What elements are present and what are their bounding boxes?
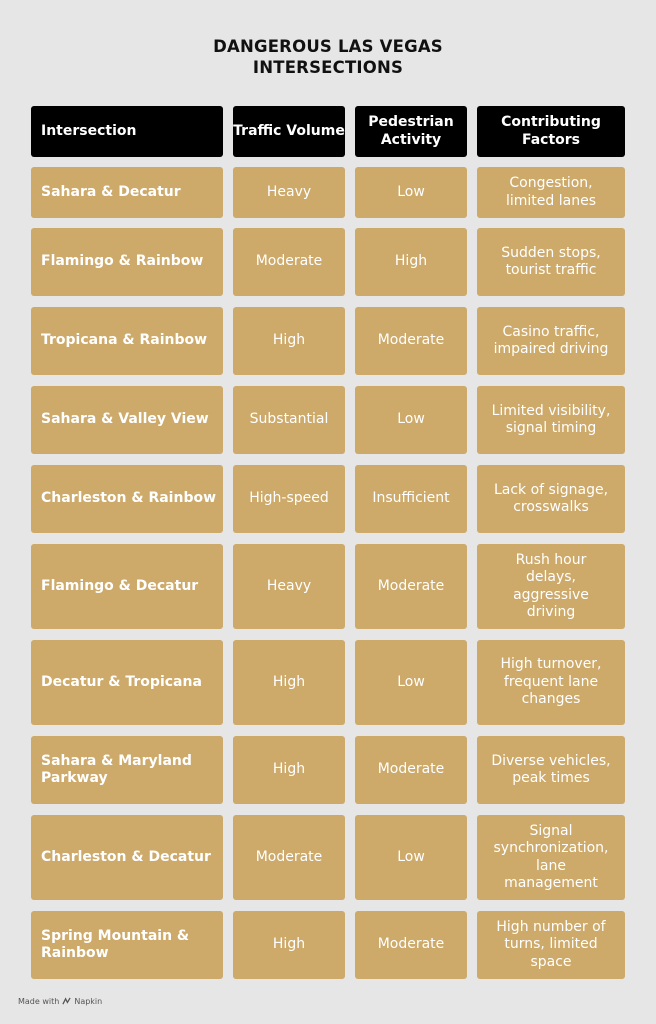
table-cell-r9-c1-text: High [272, 936, 306, 953]
table-cell-r6-c3-text: High turnover, frequent lane changes [500, 656, 602, 708]
table-cell-r5-c1-text: Heavy [266, 577, 312, 594]
table-cell-r4-c2 [355, 465, 467, 533]
table-cell-r5-c2-text: Moderate [377, 577, 445, 594]
title-line-2: INTERSECTIONS [252, 58, 404, 77]
table-cell-r2-c3-text: Casino traffic, impaired driving [493, 323, 609, 357]
table-cell-r7-c1-text: High [272, 761, 306, 778]
header-cell-1-text: Traffic Volume [233, 122, 345, 139]
footer [18, 997, 102, 1006]
table-cell-r4-c3 [477, 465, 625, 533]
table-cell-r3-c2 [355, 386, 467, 454]
table-cell-r1-c0 [31, 228, 223, 296]
table-cell-r1-c1 [233, 228, 345, 296]
table-cell-r7-c2 [355, 736, 467, 804]
header-cell-0-text: Intersection [41, 122, 137, 139]
table-cell-r3-c3 [477, 386, 625, 454]
header-cell-2-text: Pedestrian Activity [368, 114, 454, 148]
table-cell-r9-c2 [355, 911, 467, 979]
table-cell-r8-c1-text: Moderate [255, 848, 323, 865]
table-cell-r4-c2-text: Insufficient [372, 490, 450, 507]
table-cell-r7-c2-text: Moderate [377, 761, 445, 778]
table-cell-r2-c2-text: Moderate [377, 332, 445, 349]
table-cell-r5-c0-text: Flamingo & Decatur [41, 577, 199, 594]
napkin-logo-icon [62, 997, 71, 1006]
table-cell-r3-c0 [31, 386, 223, 454]
table-cell-r7-c0-text: Sahara & Maryland Parkway [41, 752, 192, 786]
table-cell-r0-c2-text: Low [397, 183, 425, 200]
table-cell-r4-c0 [31, 465, 223, 533]
table-cell-r0-c0-text: Sahara & Decatur [41, 183, 181, 200]
table-cell-r6-c0-text: Decatur & Tropicana [41, 673, 202, 690]
table-cell-r8-c3-text: Signal synchronization, lane management [493, 822, 609, 891]
table-cell-r1-c0-text: Flamingo & Rainbow [41, 253, 204, 270]
header-cell-1 [233, 106, 345, 157]
table-cell-r9-c0-text: Spring Mountain & Rainbow [41, 927, 190, 961]
footer-brand: Napkin [74, 997, 103, 1006]
table-cell-r0-c3 [477, 167, 625, 218]
table-cell-r6-c1-text: High [272, 673, 306, 690]
table-cell-r5-c2 [355, 544, 467, 629]
table-cell-r7-c3-text: Diverse vehicles, peak times [491, 752, 611, 786]
table-cell-r2-c0-text: Tropicana & Rainbow [41, 332, 208, 349]
table-cell-r3-c1-text: Substantial [249, 411, 329, 428]
table-cell-r0-c2 [355, 167, 467, 218]
table-cell-r5-c1 [233, 544, 345, 629]
table-cell-r6-c3 [477, 640, 625, 725]
title-line-1: DANGEROUS LAS VEGAS [213, 37, 443, 56]
table-cell-r8-c3 [477, 815, 625, 900]
table-cell-r4-c1 [233, 465, 345, 533]
table-cell-r6-c1 [233, 640, 345, 725]
table-cell-r4-c0-text: Charleston & Rainbow [41, 490, 217, 507]
header-cell-3 [477, 106, 625, 157]
table-cell-r0-c0 [31, 167, 223, 218]
table-cell-r9-c0 [31, 911, 223, 979]
table-cell-r3-c2-text: Low [397, 411, 425, 428]
table-cell-r1-c3-text: Sudden stops, tourist traffic [501, 244, 601, 278]
table-cell-r9-c2-text: Moderate [377, 936, 445, 953]
table-cell-r4-c1-text: High-speed [249, 490, 329, 507]
table-cell-r0-c1-text: Heavy [266, 183, 312, 200]
table-cell-r0-c3-text: Congestion, limited lanes [506, 175, 596, 209]
table-cell-r3-c0-text: Sahara & Valley View [41, 411, 209, 428]
table-cell-r2-c0 [31, 307, 223, 375]
table-cell-r2-c1-text: High [272, 332, 306, 349]
header-cell-3-text: Contributing Factors [501, 114, 601, 148]
table-cell-r8-c0 [31, 815, 223, 900]
header-cell-2 [355, 106, 467, 157]
table-cell-r2-c3 [477, 307, 625, 375]
table-cell-r7-c1 [233, 736, 345, 804]
table-cell-r5-c0 [31, 544, 223, 629]
footer-prefix: Made with [18, 997, 60, 1006]
table-cell-r2-c2 [355, 307, 467, 375]
table-cell-r1-c1-text: Moderate [255, 253, 323, 270]
table-cell-r3-c3-text: Limited visibility, signal timing [491, 402, 611, 436]
table-cell-r1-c2 [355, 228, 467, 296]
table-cell-r7-c0 [31, 736, 223, 804]
table-cell-r9-c3 [477, 911, 625, 979]
table-cell-r2-c1 [233, 307, 345, 375]
table-cell-r8-c1 [233, 815, 345, 900]
table-cell-r6-c2 [355, 640, 467, 725]
table-cell-r5-c3-text: Rush hour delays, aggressive driving [513, 551, 589, 620]
table-cell-r9-c3-text: High number of turns, limited space [496, 918, 606, 970]
table-cell-r7-c3 [477, 736, 625, 804]
table-cell-r6-c2-text: Low [397, 673, 425, 690]
table-cell-r1-c3 [477, 228, 625, 296]
table-cell-r8-c2 [355, 815, 467, 900]
table-cell-r6-c0 [31, 640, 223, 725]
table-cell-r5-c3 [477, 544, 625, 629]
table-cell-r1-c2-text: High [394, 253, 428, 270]
table-cell-r9-c1 [233, 911, 345, 979]
table-cell-r0-c1 [233, 167, 345, 218]
header-cell-0 [31, 106, 223, 157]
table-cell-r8-c0-text: Charleston & Decatur [41, 848, 211, 865]
table-cell-r8-c2-text: Low [397, 848, 425, 865]
page-title [0, 36, 656, 78]
table-cell-r3-c1 [233, 386, 345, 454]
table-cell-r4-c3-text: Lack of signage, crosswalks [493, 481, 609, 515]
